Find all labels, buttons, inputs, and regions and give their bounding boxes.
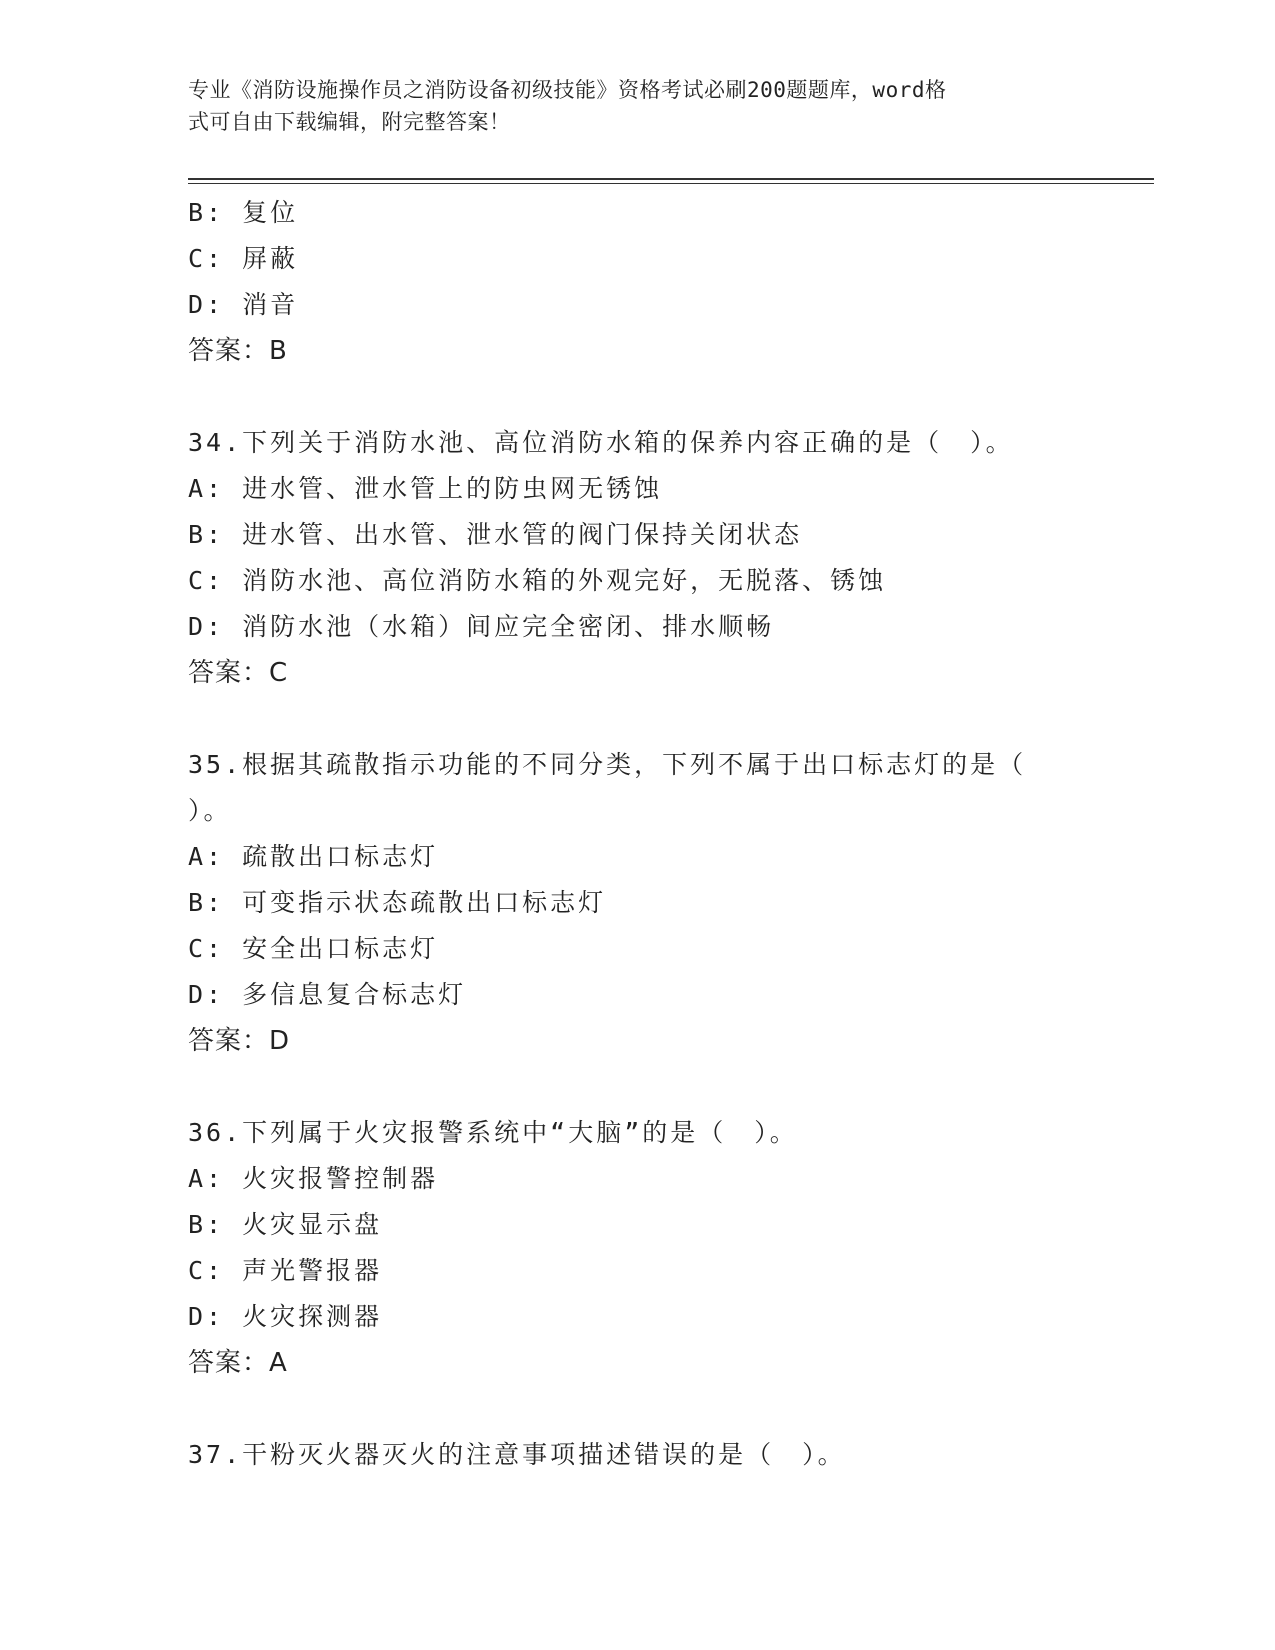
option-b: B: 复位 xyxy=(188,198,299,227)
spacer xyxy=(188,696,1088,742)
question-36 xyxy=(188,1110,1088,1386)
page-header xyxy=(188,74,1068,138)
option-a: A: 疏散出口标志灯 xyxy=(188,842,439,871)
header-line-1: 专业《消防设施操作员之消防设备初级技能》资格考试必刷200题题库，word格 xyxy=(188,78,947,102)
answer-text: 答案：A xyxy=(188,1348,288,1378)
header-divider-thin xyxy=(188,183,1154,184)
header-line-2: 式可自由下载编辑，附完整答案！ xyxy=(188,110,511,134)
answer-text: 答案：B xyxy=(188,336,288,366)
question-stem: 36.下列属于火灾报警系统中“大脑”的是（ ）。 xyxy=(188,1118,798,1147)
question-34 xyxy=(188,420,1088,696)
option-c: C: 声光警报器 xyxy=(188,1256,383,1285)
question-stem: 37.干粉灭火器灭火的注意事项描述错误的是（ ）。 xyxy=(188,1440,846,1469)
option-d: D: 火灾探测器 xyxy=(188,1302,383,1331)
question-stem-continued: ）。 xyxy=(188,796,232,825)
option-c: C: 安全出口标志灯 xyxy=(188,934,439,963)
option-b: B: 可变指示状态疏散出口标志灯 xyxy=(188,888,607,917)
option-a: A: 进水管、泄水管上的防虫网无锈蚀 xyxy=(188,474,663,503)
header-divider xyxy=(188,178,1154,180)
option-c: C: 屏蔽 xyxy=(188,244,299,273)
question-37 xyxy=(188,1432,1088,1478)
option-a: A: 火灾报警控制器 xyxy=(188,1164,439,1193)
spacer xyxy=(188,1386,1088,1432)
question-stem: 34.下列关于消防水池、高位消防水箱的保养内容正确的是（ ）。 xyxy=(188,428,1014,457)
answer-text: 答案：C xyxy=(188,658,289,688)
option-d: D: 消防水池（水箱）间应完全密闭、排水顺畅 xyxy=(188,612,775,641)
question-35 xyxy=(188,742,1088,1064)
question-33-tail xyxy=(188,190,1088,374)
option-b: B: 火灾显示盘 xyxy=(188,1210,383,1239)
option-c: C: 消防水池、高位消防水箱的外观完好，无脱落、锈蚀 xyxy=(188,566,887,595)
question-list xyxy=(188,190,1088,1478)
question-stem: 35.根据其疏散指示功能的不同分类，下列不属于出口标志灯的是（ xyxy=(188,750,1027,779)
option-d: D: 多信息复合标志灯 xyxy=(188,980,467,1009)
option-d: D: 消音 xyxy=(188,290,299,319)
answer-text: 答案：D xyxy=(188,1026,291,1056)
spacer xyxy=(188,374,1088,420)
option-b: B: 进水管、出水管、泄水管的阀门保持关闭状态 xyxy=(188,520,803,549)
spacer xyxy=(188,1064,1088,1110)
